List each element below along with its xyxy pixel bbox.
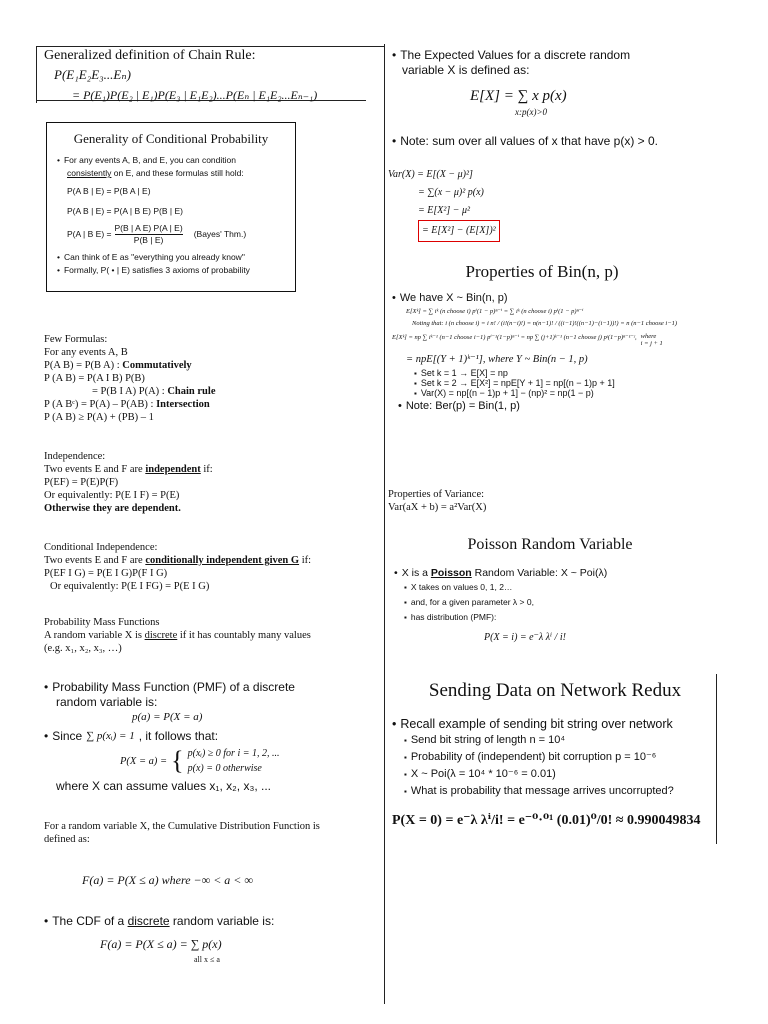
poisson-pmf: P(X = i) = e⁻λ λⁱ / i!	[484, 632, 566, 643]
cond-formula-1: P(A B | E) = P(B A | E)	[67, 186, 151, 196]
network-title: Sending Data on Network Redux	[428, 680, 682, 701]
cond-formula-2: P(A B | E) = P(A | B E) P(B | E)	[67, 206, 183, 216]
chain-rule-line1: P(E₁E₂E₃...Eₙ)	[54, 67, 131, 82]
cdf-formula: F(a) = P(X ≤ a) where −∞ < a < ∞	[82, 873, 253, 887]
cdf-text-line: For a random variable X, the Cumulative Distribution Function is	[44, 821, 320, 832]
pmf-slide	[44, 680, 364, 794]
binomial-formula-3: = npE[(Y + 1)ᵏ⁻¹], where Y ~ Bin(n − 1, p)	[406, 354, 588, 365]
pmf-bullet-1b: random variable is:	[56, 695, 158, 709]
few-formulas-line: P (A B) ≥ P(A) + (PB) – 1	[44, 412, 154, 423]
few-formulas-section	[44, 333, 374, 424]
variance-block	[388, 166, 500, 242]
variance-line: Var(X) = E[(X − μ)²]	[388, 169, 473, 180]
network-divider	[716, 674, 717, 844]
binomial-formula-2-row	[392, 333, 732, 347]
few-formulas-line: For any events A, B	[44, 347, 128, 358]
binomial-sub-1: ▪ Set k = 1 → E[X] = np	[392, 368, 732, 378]
pmf-definition: A random variable X is discrete if it has countably many values	[44, 630, 311, 641]
expected-formula: E[X] = ∑ x p(x)	[470, 88, 567, 104]
binomial-slide	[392, 292, 732, 412]
cond-independence-section	[44, 541, 374, 593]
column-divider	[384, 44, 385, 1004]
brace-glyph: {	[171, 746, 184, 775]
pmf-bullet-1a: • Probability Mass Function (PMF) of a discrete	[44, 680, 364, 695]
bayes-fraction: $\frac{\text{P(B | A E) P(A | E)}}{P(B | E)}$	[114, 223, 183, 245]
variance-properties	[388, 488, 486, 514]
poisson-slide	[394, 566, 607, 645]
network-sub-2: ▪ Probability of (independent) bit corruption p = 10⁻⁶	[392, 749, 712, 766]
pmf-since-line: • Since ∑ p(xᵢ) = 1 , it follows that:	[44, 729, 364, 744]
cdf-discrete-formula: F(a) = P(X ≤ a) = ∑ p(x)	[100, 937, 222, 951]
cond-independence-line: P(EF I G) = P(E I G)P(F I G)	[44, 568, 168, 579]
variance-properties-title: Properties of Variance:	[388, 489, 485, 500]
few-formulas-commutative: P(A B) = P(B A) : Commutatively	[44, 360, 192, 371]
independence-title: Independence:	[44, 451, 106, 462]
few-formulas-title: Few Formulas:	[44, 334, 108, 345]
binomial-sub-3: ▪ Var(X) = np[(n − 1)p + 1] − (np)² = np(1 − p)	[392, 388, 732, 398]
network-bullet: • Recall example of sending bit string over network	[392, 716, 712, 732]
network-sub-1: ▪ Send bit string of length n = 10⁴	[392, 732, 712, 749]
pmf-formula: p(a) = P(X = a)	[132, 711, 203, 723]
cond-box-bullet-1b: consistently on E, and these formulas still hold:	[67, 168, 244, 178]
cond-box-bullet-3: • Formally, P( • | E) satisfies 3 axioms of probability	[57, 265, 285, 276]
network-sub-3: ▪ X ~ Poi(λ = 10⁴ * 10⁻⁶ = 0.01)	[392, 766, 712, 783]
few-formulas-line: P (A B) = P(A I B) P(B)	[44, 373, 145, 384]
cdf-discrete-subscript: all x ≤ a	[194, 955, 220, 964]
binomial-formula-1: E[Xᵏ] = ∑ iᵏ (n choose i) pⁱ(1 − p)ⁿ⁻ⁱ = ∑ iᵏ (n choose i) pⁱ(1 − p)ⁿ⁻ⁱ	[406, 308, 584, 315]
cond-box-bullet-2: • Can think of E as "everything you already know"	[57, 252, 285, 263]
conditional-probability-box	[46, 122, 296, 292]
cdf-text-section	[44, 820, 374, 846]
cond-formula-3: P(A | B E) = $\frac{\text{P(B | A E) P(A | E)}}{P(B | E)}$ (Bayes' Thm.)	[67, 223, 247, 245]
pmf-line: (e.g. x₁, x₂, x₃, …)	[44, 643, 122, 654]
poisson-sub-1: ▪ X takes on values 0, 1, 2…	[394, 580, 607, 595]
cond-independence-line: Or equivalently: P(E I FG) = P(E I G)	[50, 581, 210, 592]
poisson-sub-3: ▪ has distribution (PMF):	[394, 610, 607, 625]
independence-line: Or equivalently: P(E I F) = P(E)	[44, 490, 180, 501]
expected-note: • Note: sum over all values of x that have p(x) > 0.	[392, 134, 658, 148]
poisson-title: Poisson Random Variable	[467, 536, 633, 553]
independence-section	[44, 450, 374, 515]
binomial-note: • Note: Ber(p) = Bin(1, p)	[392, 400, 732, 412]
independence-line: Otherwise they are dependent.	[44, 503, 181, 514]
network-slide	[392, 716, 712, 800]
cond-box-title: Generality of Conditional Probability	[73, 131, 269, 146]
expected-value-slide	[392, 48, 630, 78]
pmf-cases-lines: p(xᵢ) ≥ 0 for i = 1, 2, ... p(x) = 0 otherwise	[187, 748, 280, 774]
network-sub-4: ▪ What is probability that message arrives uncorrupted?	[392, 783, 712, 800]
few-formulas-intersection: P (A Bᶜ) = P(A) – P(AB) : Intersection	[44, 399, 210, 410]
variance-highlight: = E[X²] − (E[X])²	[388, 220, 500, 242]
binomial-title: Properties of Bin(n, p)	[465, 262, 619, 281]
independence-definition: Two events E and F are independent if:	[44, 464, 213, 475]
binomial-formula-2: E[Xᵏ] = np ∑ iᵏ⁻¹ (n−1 choose i−1) pⁱ⁻¹(1−p)ⁿ⁻ⁱ = np ∑ (j+1)ᵏ⁻¹ (n−1 choose j) pʲ(1−p)ⁿ⁻¹⁻ʲ,	[392, 334, 637, 341]
binomial-noting: Noting that: i (n choose i) = i n! / (i!(n−i)!) = n(n−1)! / ((i−1)!((n−1)−(i−1))!) = n (n−1 choose i−1)	[412, 320, 678, 327]
few-formulas-chain: = P(B I A) P(A) : Chain rule	[92, 386, 216, 397]
chain-rule-title: Generalized definition of Chain Rule:	[44, 48, 256, 63]
cdf-discrete-slide	[44, 914, 364, 967]
cdf-discrete-bullet: • The CDF of a discrete random variable is:	[44, 914, 364, 929]
variance-properties-formula: Var(aX + b) = a²Var(X)	[388, 502, 487, 513]
expected-bullet-a: • The Expected Values for a discrete random	[392, 48, 630, 63]
variance-line: = ∑(x − μ)² p(x)	[418, 187, 484, 198]
independence-line: P(EF) = P(E)P(F)	[44, 477, 119, 488]
cond-independence-title: Conditional Independence:	[44, 542, 158, 553]
poisson-sub-2: ▪ and, for a given parameter λ > 0,	[394, 595, 607, 610]
binomial-bullet: • We have X ~ Bin(n, p)	[392, 292, 732, 304]
cond-independence-definition: Two events E and F are conditionally independent given G if:	[44, 555, 312, 566]
pmf-where: where X can assume values x₁, x₂, x₃, ...	[56, 779, 272, 793]
poisson-bullet: • X is a Poisson Random Variable: X ~ Poi(λ)	[394, 566, 607, 580]
cdf-text-line: defined as:	[44, 834, 90, 845]
cond-box-bullet-1a: • For any events A, B, and E, you can condition	[57, 155, 285, 166]
binomial-where: where i = j + 1	[640, 333, 663, 347]
pmf-title: Probability Mass Functions	[44, 617, 160, 628]
binomial-sub-2: ▪ Set k = 2 → E[X²] = npE[Y + 1] = np[(n − 1)p + 1]	[392, 378, 732, 388]
expected-formula-sub: x:p(x)>0	[515, 107, 548, 117]
variance-line: = E[X²] − μ²	[418, 205, 471, 216]
chain-rule-line2: = P(E₁)P(E₂ | E₁)P(E₃ | E₁E₂)...P(Eₙ | E₁E₂...Eₙ₋₁)	[72, 88, 318, 102]
pmf-cases: P(X = a) = { p(xᵢ) ≥ 0 for i = 1, 2, ... p(x) = 0 otherwise	[120, 746, 280, 775]
pmf-text-section	[44, 616, 374, 655]
network-formula: P(X = 0) = e⁻λ λⁱ/i! = e⁻⁰·⁰¹ (0.01)⁰/0! ≈ 0.990049834	[392, 813, 701, 828]
expected-bullet-b: variable X is defined as:	[402, 63, 530, 77]
